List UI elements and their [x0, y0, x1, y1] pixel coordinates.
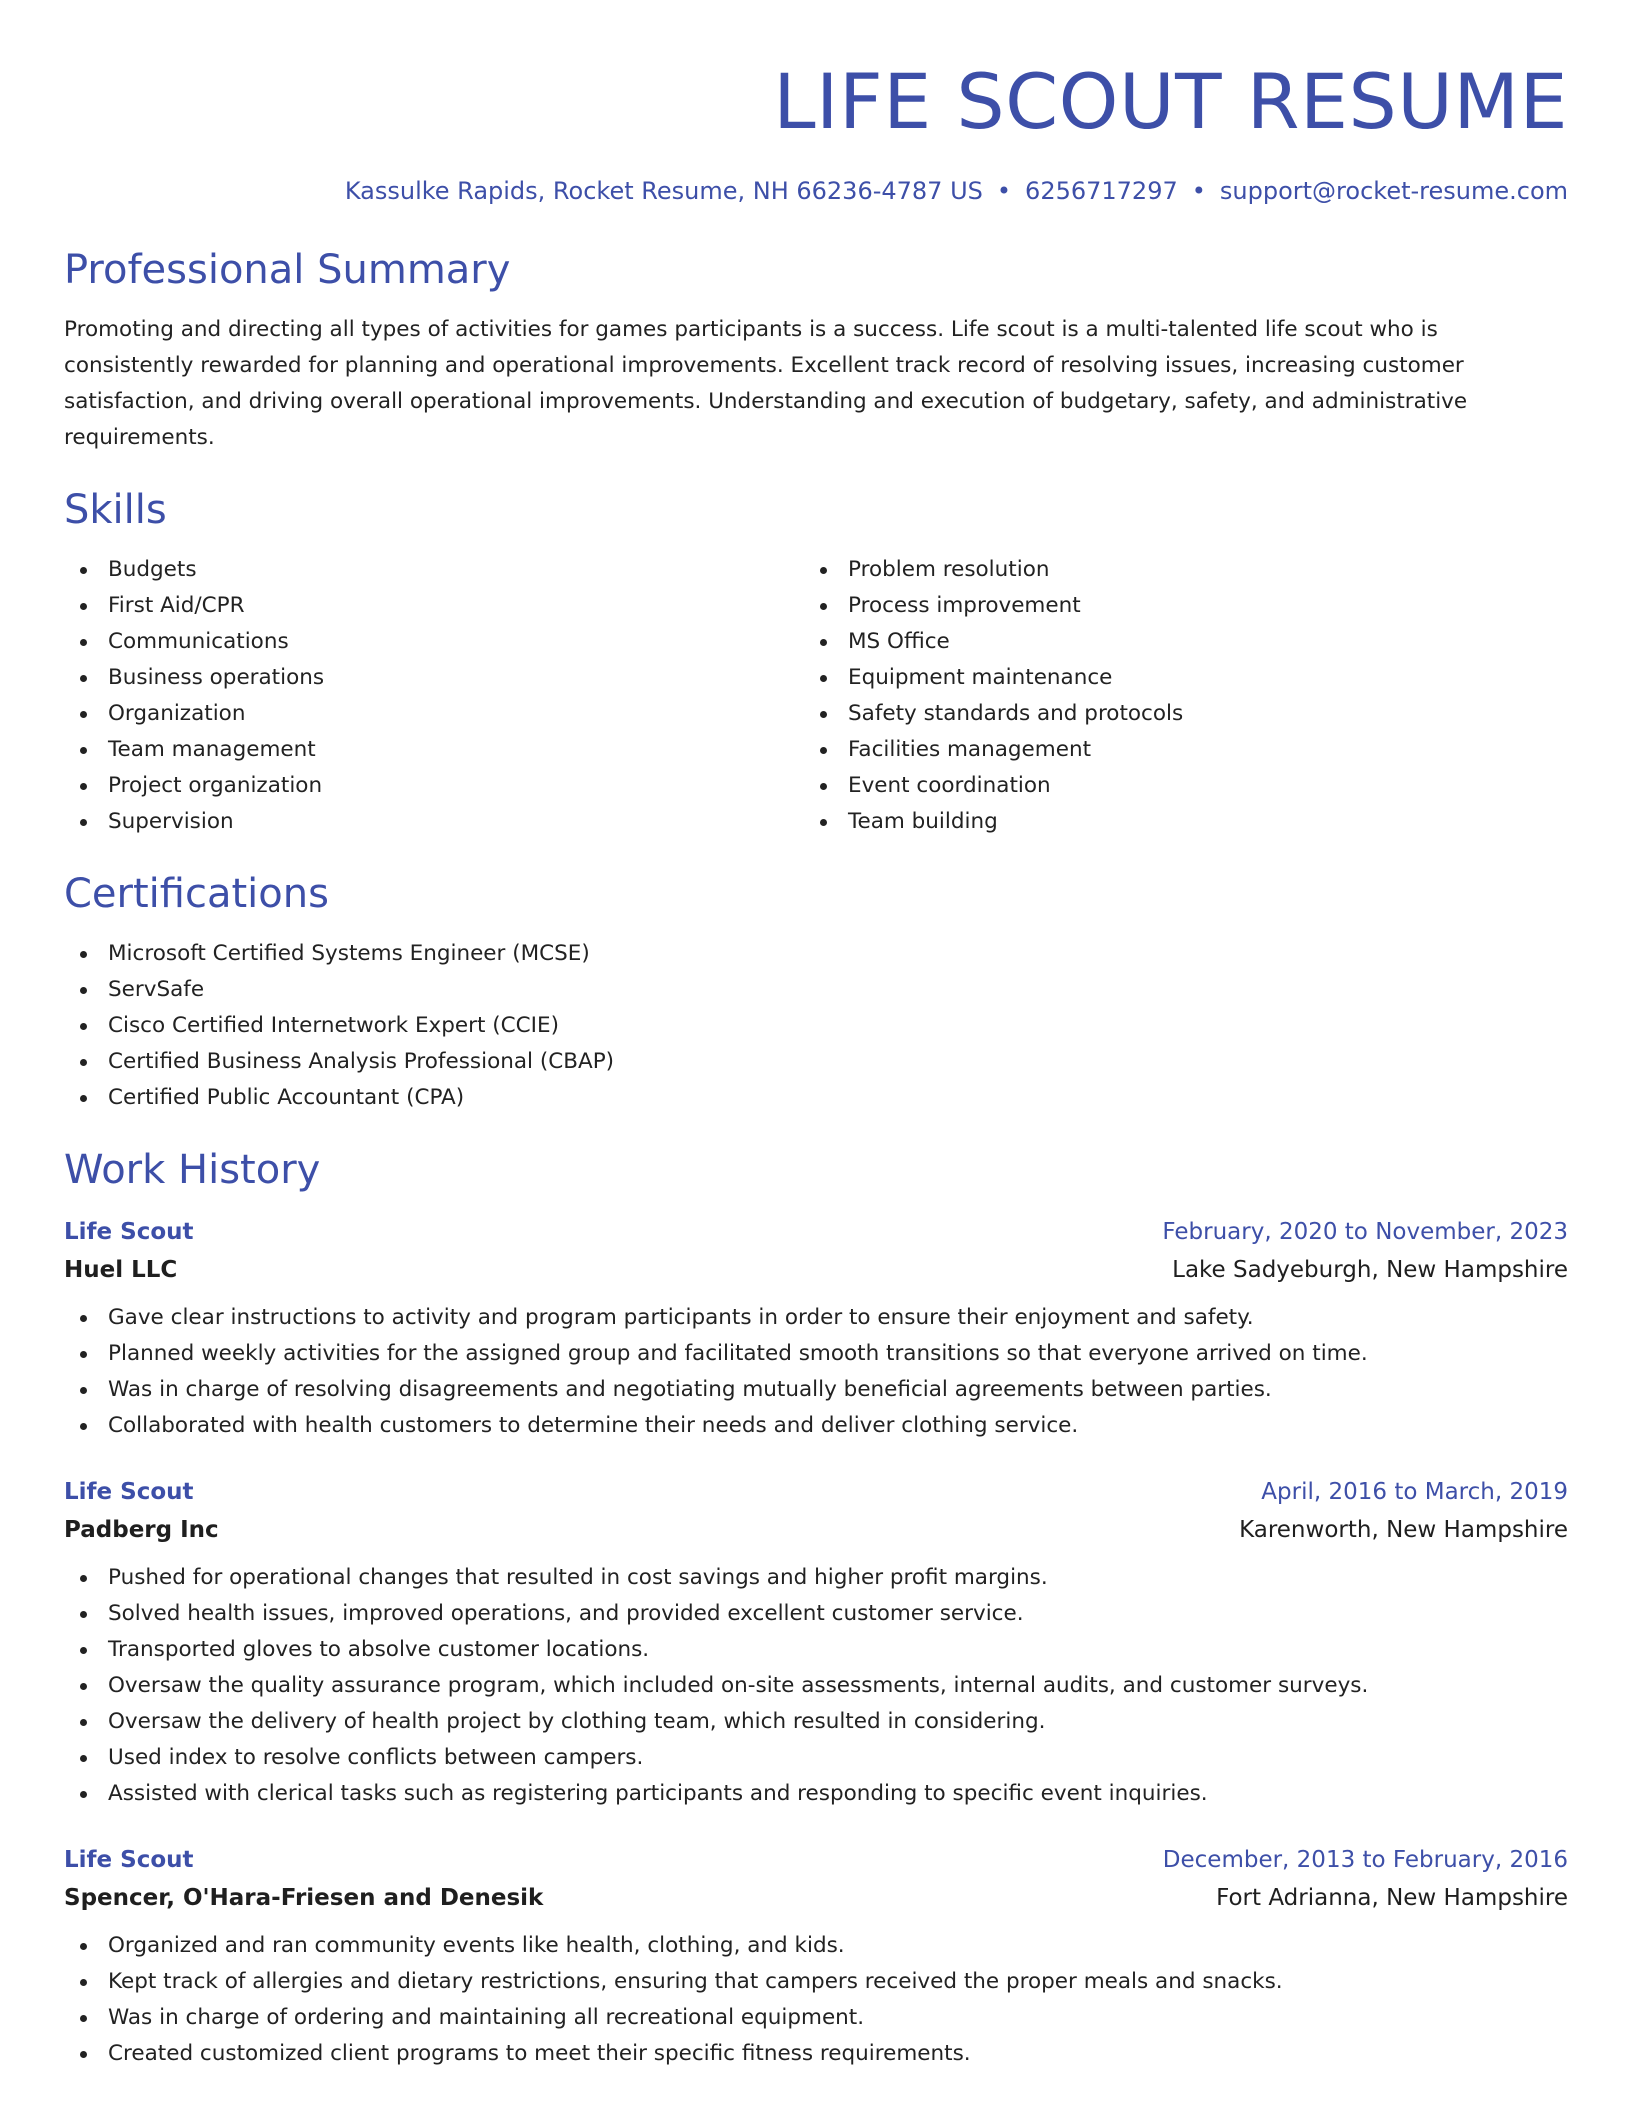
job-bullet: Solved health issues, improved operations, and provided excellent customer service. [64, 1596, 1568, 1632]
job-company-row [64, 1510, 1568, 1550]
job-bullet: Was in charge of ordering and maintaining all recreational equipment. [64, 2000, 1568, 2036]
job-company-row [64, 1878, 1568, 1918]
section-title-work-history: Work History [64, 1147, 321, 1193]
job-bullet: Kept track of allergies and dietary restrictions, ensuring that campers received the proper meals and snacks. [64, 1964, 1568, 2000]
job-title: Life Scout [64, 1219, 194, 1245]
job-bullets [64, 1928, 1568, 2072]
job-header-row [64, 1214, 1568, 1250]
skills-list-right [804, 552, 1568, 840]
skill-item: Problem resolution [804, 552, 1568, 588]
job-bullet: Organized and ran community events like health, clothing, and kids. [64, 1928, 1568, 1964]
certification-item: Certified Public Accountant (CPA) [64, 1080, 1568, 1116]
skill-item: Facilities management [804, 732, 1568, 768]
resume-name: LIFE SCOUT RESUME [773, 57, 1568, 146]
job-bullet: Assisted with clerical tasks such as registering participants and responding to specific event inquiries. [64, 1776, 1568, 1812]
contact-address: Kassulke Rapids, Rocket Resume, NH 66236-4787 US [344, 177, 983, 205]
contact-email: support@rocket-resume.com [1219, 177, 1568, 205]
skill-item: Project organization [64, 768, 804, 804]
skill-item: Event coordination [804, 768, 1568, 804]
job-company: Huel LLC [64, 1257, 178, 1283]
summary-text: Promoting and directing all types of activities for games participants is a success. Life scout is a multi-talented life scout who is consistently rewarded for planning and operational improvements. Excellent track record of resolving issues, increasing customer satisfaction, and driving overall operational improvements. Understanding and execution of budgetary, safety, and administrative requirements. [64, 317, 1468, 450]
certifications-list [64, 936, 1568, 1116]
job-company: Padberg Inc [64, 1517, 219, 1543]
skills-list-left [64, 552, 804, 840]
job-bullet: Created customized client programs to meet their specific fitness requirements. [64, 2036, 1568, 2072]
section-title-summary: Professional Summary [64, 247, 511, 293]
skill-item: Process improvement [804, 588, 1568, 624]
job-dates: April, 2016 to March, 2019 [1261, 1479, 1568, 1505]
professional-summary-section [64, 244, 1568, 456]
work-history-section [64, 1144, 1568, 2072]
skill-item: Team building [804, 804, 1568, 840]
skill-item: Supervision [64, 804, 804, 840]
job-bullet: Was in charge of resolving disagreements and negotiating mutually beneficial agreements between parties. [64, 1372, 1568, 1408]
job-company-row [64, 1250, 1568, 1290]
job-location: Lake Sadyeburgh, New Hampshire [1172, 1257, 1568, 1283]
job-dates: December, 2013 to February, 2016 [1162, 1847, 1568, 1873]
contact-separator: • [996, 177, 1012, 205]
job-entry [64, 1842, 1568, 2072]
job-bullet: Transported gloves to absolve customer locations. [64, 1632, 1568, 1668]
job-bullet: Planned weekly activities for the assigned group and facilitated smooth transitions so that everyone arrived on time. [64, 1336, 1568, 1372]
certification-item: Microsoft Certified Systems Engineer (MCSE) [64, 936, 1568, 972]
job-location: Fort Adrianna, New Hampshire [1216, 1885, 1568, 1911]
skills-section [64, 484, 1568, 840]
certifications-section [64, 868, 1568, 1116]
job-bullet: Used index to resolve conflicts between campers. [64, 1740, 1568, 1776]
certification-item: Cisco Certified Internetwork Expert (CCIE) [64, 1008, 1568, 1044]
contact-separator: • [1191, 177, 1206, 205]
skill-item: Equipment maintenance [804, 660, 1568, 696]
job-dates: February, 2020 to November, 2023 [1162, 1219, 1568, 1245]
job-bullet: Gave clear instructions to activity and program participants in order to ensure their enjoyment and safety. [64, 1300, 1568, 1336]
skill-item: Communications [64, 624, 804, 660]
section-title-skills: Skills [64, 487, 167, 533]
skill-item: Organization [64, 696, 804, 732]
skill-item: Team management [64, 732, 804, 768]
job-title: Life Scout [64, 1847, 194, 1873]
contact-phone: 6256717297 [1025, 177, 1178, 205]
certification-item: Certified Business Analysis Professional (CBAP) [64, 1044, 1568, 1080]
skills-grid [64, 552, 1568, 840]
job-entry [64, 1214, 1568, 1444]
job-bullet: Pushed for operational changes that resulted in cost savings and higher profit margins. [64, 1560, 1568, 1596]
job-location: Karenworth, New Hampshire [1239, 1517, 1568, 1543]
job-company: Spencer, O'Hara-Friesen and Denesik [64, 1885, 544, 1911]
job-header-row [64, 1842, 1568, 1878]
skill-item: Safety standards and protocols [804, 696, 1568, 732]
certification-item: ServSafe [64, 972, 1568, 1008]
resume-header [64, 52, 1568, 208]
contact-line [64, 174, 1568, 208]
job-bullet: Oversaw the quality assurance program, which included on-site assessments, internal audits, and customer surveys. [64, 1668, 1568, 1704]
job-bullet: Collaborated with health customers to determine their needs and deliver clothing service. [64, 1408, 1568, 1444]
job-title: Life Scout [64, 1479, 194, 1505]
job-bullets [64, 1300, 1568, 1444]
job-bullets [64, 1560, 1568, 1812]
section-title-certifications: Certifications [64, 871, 329, 917]
job-entry [64, 1474, 1568, 1812]
job-bullet: Oversaw the delivery of health project by clothing team, which resulted in considering. [64, 1704, 1568, 1740]
skill-item: First Aid/CPR [64, 588, 804, 624]
skill-item: MS Office [804, 624, 1568, 660]
skill-item: Business operations [64, 660, 804, 696]
skill-item: Budgets [64, 552, 804, 588]
job-header-row [64, 1474, 1568, 1510]
